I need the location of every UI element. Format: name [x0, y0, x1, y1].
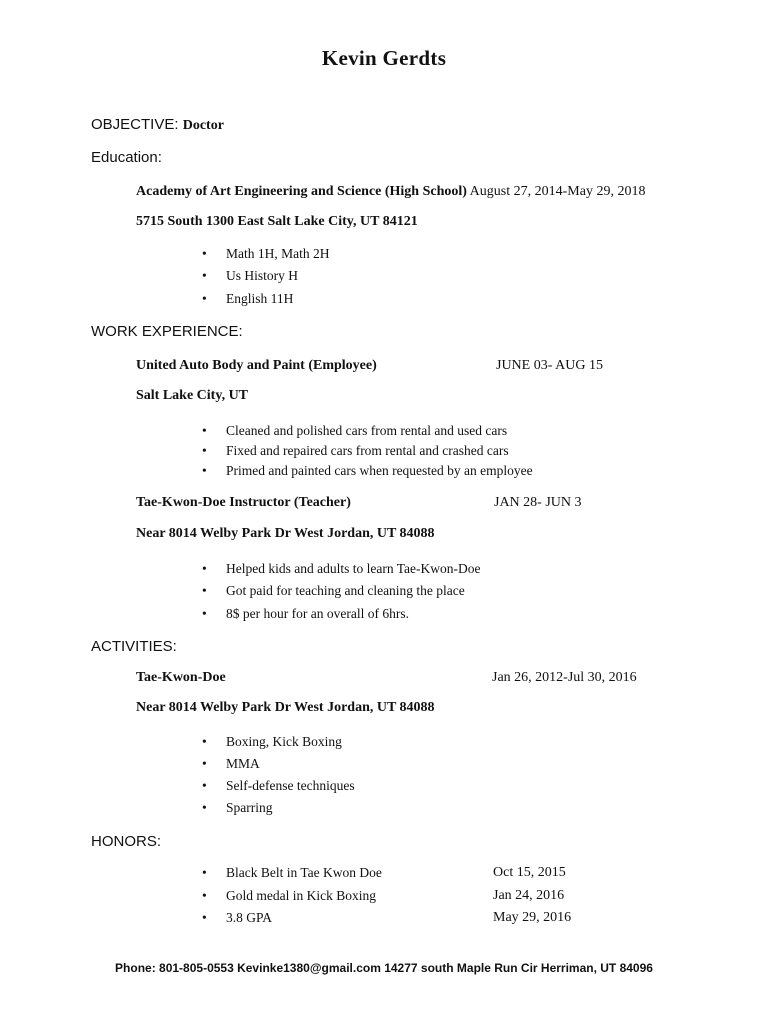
list-item: • English 11H [202, 291, 294, 306]
list-item: • Fixed and repaired cars from rental and crashed cars [202, 443, 509, 458]
job-dates: JUNE 03- AUG 15 [496, 358, 603, 373]
list-item: • Boxing, Kick Boxing [202, 734, 342, 749]
job-location: Near 8014 Welby Park Dr West Jordan, UT 84088 [136, 526, 435, 541]
honor-date: Oct 15, 2015 [493, 865, 566, 880]
list-item: • Math 1H, Math 2H [202, 246, 330, 261]
education-school-line [136, 184, 645, 200]
activity-title: Tae-Kwon-Doe [136, 670, 226, 685]
resume-name: Kevin Gerdts [321, 46, 447, 70]
list-item: • Sparring [202, 800, 273, 815]
honors-heading: HONORS: [91, 833, 162, 850]
list-item: • Us History H [202, 268, 299, 283]
list-item: • Cleaned and polished cars from rental and used cars [202, 423, 508, 438]
list-item: • 3.8 GPA [202, 910, 273, 925]
activity-location: Near 8014 Welby Park Dr West Jordan, UT 84088 [136, 700, 435, 715]
activities-heading: ACTIVITIES: [91, 638, 177, 655]
education-heading: Education: [91, 149, 162, 166]
activity-dates: Jan 26, 2012-Jul 30, 2016 [492, 670, 637, 685]
list-item: • Gold medal in Kick Boxing [202, 888, 376, 903]
job-title: United Auto Body and Paint (Employee) [136, 358, 377, 373]
contact-footer: Phone: 801-805-0553 Kevinke1380@gmail.com 14277 south Maple Run Cir Herriman, UT 84096 [115, 961, 653, 975]
job-title: Tae-Kwon-Doe Instructor (Teacher) [136, 495, 351, 510]
honor-date: May 29, 2016 [493, 910, 572, 925]
list-item: • Primed and painted cars when requested by an employee [202, 463, 533, 478]
list-item: • 8$ per hour for an overall of 6hrs. [202, 606, 409, 621]
job-dates: JAN 28- JUN 3 [494, 495, 582, 510]
education-school: Academy of Art Engineering and Science (High School) [136, 184, 467, 199]
list-item: • MMA [202, 756, 260, 771]
objective-value: Doctor [182, 118, 224, 133]
honor-date: Jan 24, 2016 [493, 888, 565, 903]
objective-line [91, 116, 224, 134]
work-heading: WORK EXPERIENCE: [91, 323, 243, 340]
education-dates: August 27, 2014-May 29, 2018 [469, 184, 646, 199]
list-item: • Black Belt in Tae Kwon Doe [202, 865, 382, 880]
education-address: 5715 South 1300 East Salt Lake City, UT 84121 [136, 214, 418, 229]
list-item: • Helped kids and adults to learn Tae-Kwon-Doe [202, 561, 481, 576]
list-item: • Got paid for teaching and cleaning the place [202, 583, 465, 598]
job-location: Salt Lake City, UT [136, 388, 249, 403]
objective-label: OBJECTIVE: [91, 116, 179, 133]
list-item: • Self-defense techniques [202, 778, 355, 793]
